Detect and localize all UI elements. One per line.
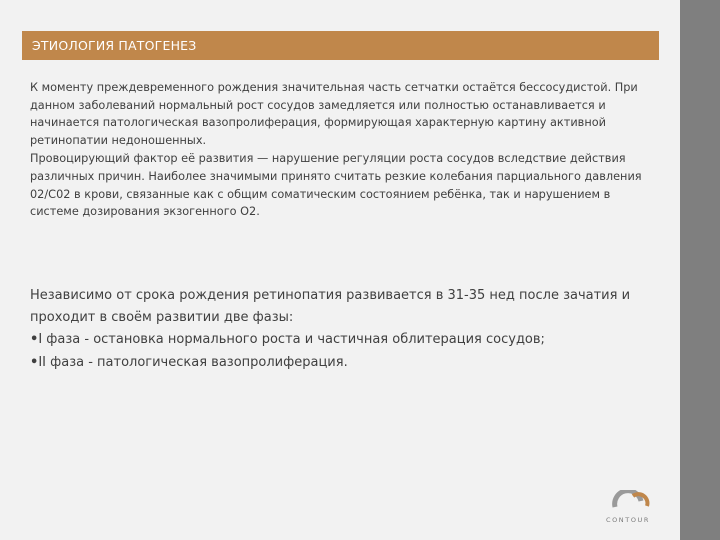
logo-mark-icon xyxy=(597,490,659,528)
slide-title: ЭТИОЛОГИЯ ПАТОГЕНЕЗ xyxy=(32,38,197,53)
phase-item-2 xyxy=(30,352,670,374)
paragraph-1: К моменту преждевременного рождения значительная часть сетчатки остаётся бессосудистой. При данном заболеваний нормальный рост сосудов замедляется или полностью останавливается и начинается патологическая вазопролиферация, формирующая характерную картину активной ретинопатии недоношенных. xyxy=(30,81,638,147)
phase-2-text: II фаза - патологическая вазопролиферация. xyxy=(38,354,348,370)
phase-1-text: I фаза - остановка нормального роста и частичная облитерация сосудов; xyxy=(38,332,545,347)
side-bar xyxy=(680,0,720,540)
intro-text xyxy=(30,79,642,222)
phase-item-1 xyxy=(30,329,670,351)
contour-logo xyxy=(597,490,659,528)
logo-text: CONTOUR xyxy=(605,516,651,524)
phases-text xyxy=(30,285,670,374)
paragraph-2: Провоцирующий фактор её развития — нарушение регуляции роста сосудов вследствие действия различных причин. Наиболее значимыми принято считать резкие колебания парциального давления 02/С02 в крови, связанные как с общим соматическим состоянием ребёнка, так и нарушением в системе дозирования экзогенного О2. xyxy=(30,152,642,219)
phases-intro: Независимо от срока рождения ретинопатия развивается в 31-35 нед после зачатия и проходит в своём развитии две фазы: xyxy=(30,288,631,325)
title-band xyxy=(22,31,659,60)
bullet-marker: • xyxy=(30,354,39,370)
bullet-marker: • xyxy=(30,332,39,347)
